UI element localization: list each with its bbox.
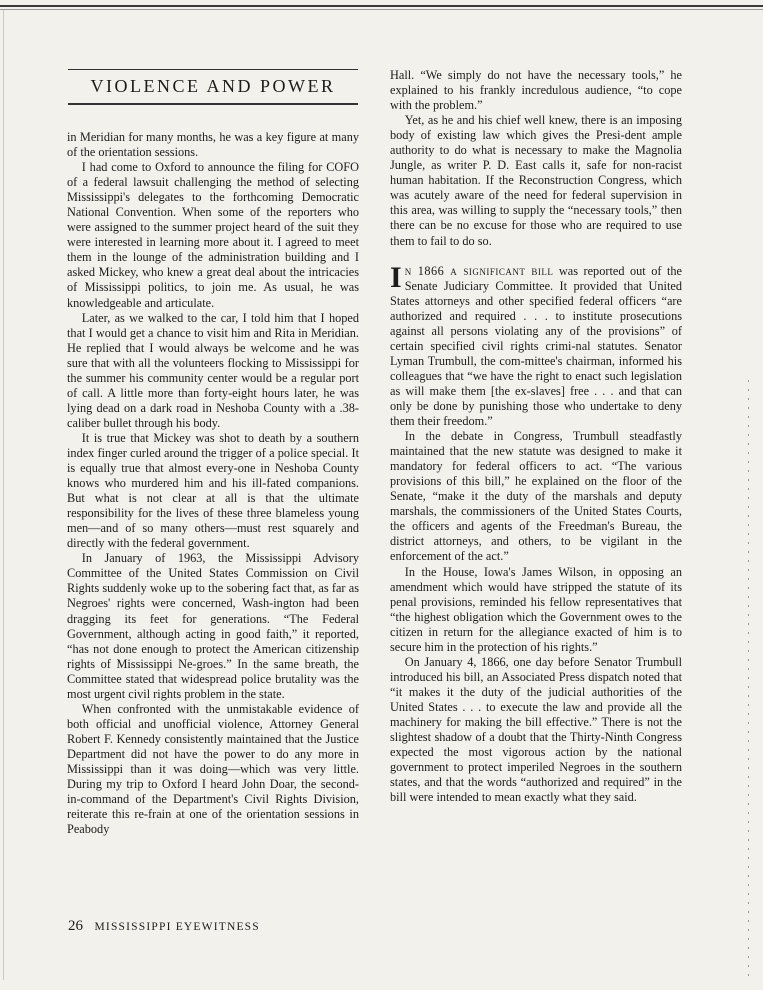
small-caps-lead: n 1866 a significant bill [404, 263, 554, 278]
paragraph-text: was reported out of the Senate Judiciary Committee. It provided that United States attorneys and other specified federal officers “are authorized and required . . . to institute prosecutions against all persons violating any of the provisions” of certain specified civil rights crimi-nal statutes. Senator Lyman Trumbull, the com-mittee's chairman, informed his colleagues that “we have the right to enact such legislation as will make them [the ex-slaves] free . . . and that can only be done by punishing those who undertake to deny them their freedom.” [390, 263, 682, 429]
page-number: 26 [68, 918, 83, 934]
title-rule-top [68, 69, 358, 70]
paragraph: In the debate in Congress, Trumbull steadfastly maintained that the new statute was designed to make it mandatory for federal officers to act. “The various provisions of this bill,” he explained on the floor of the Senate, “make it the duty of the marshals and deputy marshals, the commissioners of the United States Courts, the officers and agents of the Freedman's Bureau, the district attorneys, and others, to be vigilant in the enforcement of the act.” [390, 429, 682, 564]
paragraph: Yet, as he and his chief well knew, there is an imposing body of existing law which gives the Presi-dent ample authority to do what is necessary to make the Magnolia Jungle, as writer P. D. East calls it, safe for non-racist human habitation. If the Reconstruction Congress, which was acutely aware of the need for federal supervision in this area, was willing to supply the “necessary tools,” then there can be no excuse for those who are required to use them to fail to do so. [390, 113, 682, 248]
paragraph: When confronted with the unmistakable evidence of both official and unofficial violence, Attorney General Robert F. Kennedy consistently maintained that the Justice Department did not have the power to do any more in Mississippi than it was doing—which was very little. During my trip to Oxford I heard John Doar, the second-in-command of the Department's Civil Rights Division, reiterate this re-frain at one of the orientation sessions in Peabody [67, 701, 359, 837]
paragraph: In the House, Iowa's James Wilson, in opposing an amendment which would have stripped the statute of its penal provisions, reminded his fellow representatives that “the highest obligation which the Government owes to the citizen in return for the allegiance exacted of him is to secure him in the protection of his rights.” [390, 564, 682, 654]
text-column-right [390, 68, 682, 805]
article-title-box [68, 69, 358, 105]
text-column-left [67, 130, 359, 837]
article-title: VIOLENCE AND POWER [90, 76, 336, 96]
top-rule-thin [0, 9, 763, 10]
paragraph: In January of 1963, the Mississippi Advisory Committee of the United States Commission on Civil Rights suddenly woke up to the sobering fact that, as far as Negroes' rights were concerned, Wash-ington had been dragging its feet for generations. “The Federal Government, although acting in good faith,” it reported, “has not done enough to protect the American citizenship rights of Mississippi Ne-groes.” In the same breath, the Committee stated that widespread police brutality was the most urgent civil rights problem in the state. [67, 551, 359, 701]
top-rule [0, 5, 763, 7]
page-edge-right [748, 380, 749, 980]
paragraph: I had come to Oxford to announce the filing for COFO of a federal lawsuit challenging the method of selecting Mississippi's delegates to the forthcoming Democratic National Convention. When some of the reporters who were assigned to the summer project heard of the suit they were interested in learning more about it. I agreed to meet them in the lounge of the administration building and I asked Mickey, who knew a great deal about the intricacies of Mississippi politics, to join me. As usual, he was knowledgeable and articulate. [67, 160, 359, 310]
page-footer [68, 918, 260, 935]
drop-cap: I [390, 260, 402, 294]
paragraph: On January 4, 1866, one day before Senator Trumbull introduced his bill, an Associated Press dispatch noted that “it makes it the duty of the judicial authorities of the United States . . . to execute the law and provide all the machinery for making the bill effective.” There is not the slightest shadow of a doubt that the Thirty-Ninth Congress expected the most vigorous action by the national government to protect imperiled Negroes in the southern states, and that the words “authorized and required” in the bill were intended to mean exactly what they said. [390, 654, 682, 805]
title-rule-bottom [68, 103, 358, 105]
page-edge-left [3, 10, 4, 980]
paragraph: It is true that Mickey was shot to death by a southern index finger curled around the trigger of a police special. It is equally true that almost every-one in Neshoba County knows who murdered him and his ill-fated companions. But what is not clear at all is that the ultimate responsibility for the lives of these three blameless young men—and of so many others—must rest squarely and directly with the federal government. [67, 430, 359, 551]
section-opening-paragraph [390, 260, 682, 430]
section-break [390, 249, 682, 264]
publication-name: MISSISSIPPI EYEWITNESS [94, 921, 260, 933]
paragraph: Hall. “We simply do not have the necessary tools,” he explained to his frankly incredulous audience, “to cope with the problem.” [390, 68, 682, 113]
paragraph: Later, as we walked to the car, I told him that I hoped that I would get a chance to visit him and Rita in Meridian. He replied that I would always be welcome and he was sure that with all the volunteers flocking to Mississippi for the summer his community center would be a regular port of call. A little more than forty-eight hours later, he was lying dead on a dark road in Neshoba County with a .38-caliber bullet through his body. [67, 310, 359, 430]
paragraph: in Meridian for many months, he was a key figure at many of the orientation sessions. [67, 130, 359, 160]
